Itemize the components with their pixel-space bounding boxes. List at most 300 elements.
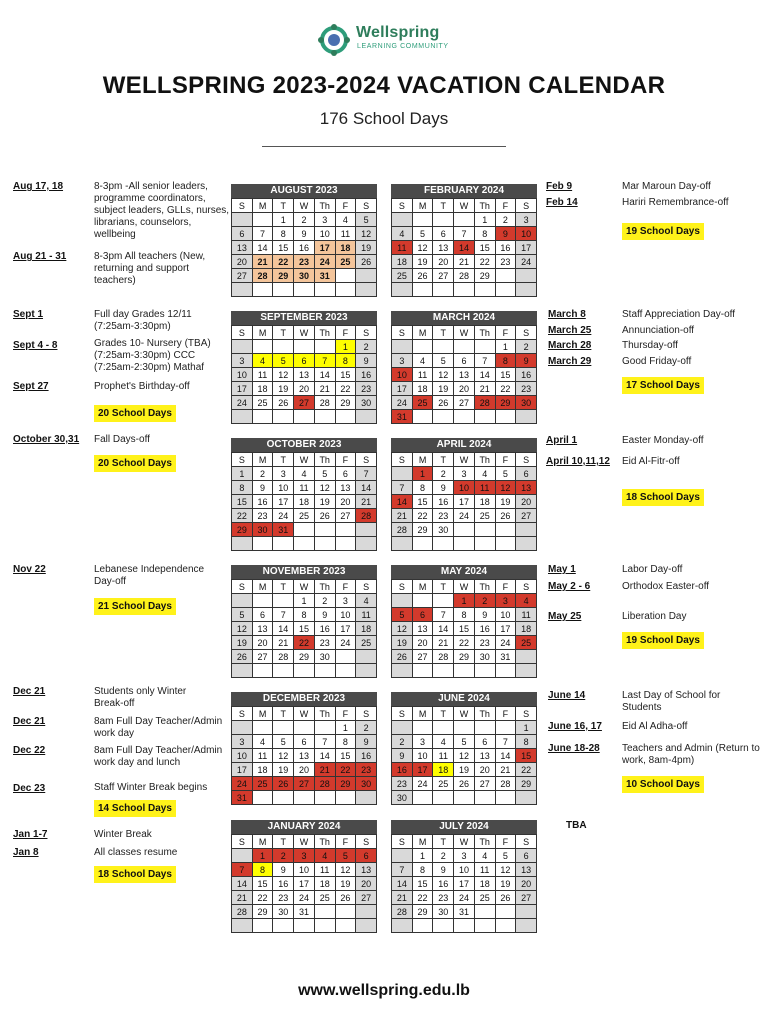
event-date: March 8 <box>548 309 586 320</box>
day-cell: 24 <box>413 777 434 791</box>
weekday-header: Th <box>475 199 496 213</box>
day-cell: 13 <box>232 241 253 255</box>
weekday-header: W <box>454 453 475 467</box>
weekday-header: W <box>294 707 315 721</box>
empty-day-cell <box>253 594 274 608</box>
day-cell: 26 <box>315 509 336 523</box>
day-cell: 1 <box>516 721 537 735</box>
day-cell: 9 <box>392 749 413 763</box>
month-title: MAY 2024 <box>391 565 537 579</box>
empty-day-cell <box>475 283 496 297</box>
day-cell: 18 <box>475 495 496 509</box>
empty-day-cell <box>336 283 357 297</box>
day-cell: 31 <box>315 269 336 283</box>
day-cell: 8 <box>413 863 434 877</box>
weekday-header: S <box>356 326 377 340</box>
day-cell: 11 <box>253 368 274 382</box>
empty-day-cell <box>232 919 253 933</box>
weekday-header: M <box>253 707 274 721</box>
event-description: 8-3pm -All senior leaders, programme coordinators, subject leaders, GLLs, nurses, librarians, counselors, wellbeing <box>94 181 230 240</box>
day-cell: 14 <box>392 877 413 891</box>
empty-day-cell <box>475 664 496 678</box>
month-title: AUGUST 2023 <box>231 184 377 198</box>
day-cell: 25 <box>253 396 274 410</box>
day-cell: 14 <box>454 241 475 255</box>
day-cell: 20 <box>294 763 315 777</box>
empty-day-cell <box>433 283 454 297</box>
day-cell: 6 <box>356 849 377 863</box>
day-cell: 24 <box>454 891 475 905</box>
day-cell: 31 <box>454 905 475 919</box>
empty-day-cell <box>315 340 336 354</box>
weekday-header: T <box>433 199 454 213</box>
day-cell: 30 <box>273 905 294 919</box>
day-cell: 6 <box>475 735 496 749</box>
weekday-header: Th <box>475 453 496 467</box>
day-cell: 3 <box>454 849 475 863</box>
event-date: Aug 21 - 31 <box>13 251 67 262</box>
day-cell: 23 <box>294 255 315 269</box>
day-cell: 5 <box>433 354 454 368</box>
empty-day-cell <box>356 537 377 551</box>
day-cell: 2 <box>253 467 274 481</box>
day-cell: 15 <box>475 241 496 255</box>
weekday-header: W <box>294 199 315 213</box>
day-cell: 10 <box>232 368 253 382</box>
day-cell: 30 <box>356 777 377 791</box>
month-title: MARCH 2024 <box>391 311 537 325</box>
day-cell: 1 <box>232 467 253 481</box>
day-cell: 1 <box>336 340 357 354</box>
empty-day-cell <box>516 664 537 678</box>
day-cell: 21 <box>273 636 294 650</box>
event-description: Liberation Day <box>622 611 687 622</box>
day-cell: 10 <box>273 481 294 495</box>
day-cell: 31 <box>232 791 253 805</box>
day-cell: 12 <box>273 749 294 763</box>
weekday-header: Th <box>315 453 336 467</box>
day-cell: 15 <box>294 622 315 636</box>
day-cell: 15 <box>496 368 517 382</box>
empty-day-cell <box>516 410 537 424</box>
day-cell: 8 <box>294 608 315 622</box>
day-cell: 20 <box>454 382 475 396</box>
empty-day-cell <box>433 721 454 735</box>
day-cell: 1 <box>496 340 517 354</box>
school-days-badge: 19 School Days <box>622 223 704 240</box>
day-cell: 5 <box>496 849 517 863</box>
day-cell: 5 <box>232 608 253 622</box>
day-cell: 3 <box>516 213 537 227</box>
event-date: March 28 <box>548 340 592 351</box>
day-cell: 9 <box>475 608 496 622</box>
empty-day-cell <box>315 721 336 735</box>
empty-day-cell <box>273 721 294 735</box>
empty-day-cell <box>433 213 454 227</box>
day-cell: 21 <box>253 255 274 269</box>
empty-day-cell <box>294 919 315 933</box>
empty-day-cell <box>454 721 475 735</box>
event-description: Winter Break <box>94 829 152 840</box>
empty-day-cell <box>496 523 517 537</box>
event-date: May 2 - 6 <box>548 581 591 592</box>
day-cell: 30 <box>516 396 537 410</box>
month-calendar <box>231 184 377 297</box>
empty-day-cell <box>356 791 377 805</box>
day-cell: 5 <box>392 608 413 622</box>
weekday-header: W <box>294 453 315 467</box>
school-days-badge: 21 School Days <box>94 598 176 615</box>
empty-day-cell <box>496 664 517 678</box>
empty-day-cell <box>475 721 496 735</box>
day-cell: 12 <box>496 481 517 495</box>
day-cell: 31 <box>392 410 413 424</box>
weekday-header: F <box>496 835 517 849</box>
weekday-header: M <box>253 453 274 467</box>
day-cell: 22 <box>413 509 434 523</box>
day-cell: 16 <box>496 241 517 255</box>
day-cell: 7 <box>475 354 496 368</box>
weekday-header: T <box>433 707 454 721</box>
event-description: All classes resume <box>94 847 178 858</box>
empty-day-cell <box>392 919 413 933</box>
day-cell: 19 <box>232 636 253 650</box>
weekday-header: S <box>516 199 537 213</box>
july-tba-label: TBA <box>566 820 587 831</box>
day-cell: 26 <box>433 396 454 410</box>
empty-day-cell <box>392 537 413 551</box>
day-cell: 2 <box>294 213 315 227</box>
title-divider <box>262 146 506 147</box>
day-cell: 4 <box>413 354 434 368</box>
weekday-header: T <box>273 199 294 213</box>
day-cell: 30 <box>315 650 336 664</box>
weekday-header: W <box>454 580 475 594</box>
day-cell: 23 <box>356 763 377 777</box>
day-cell: 27 <box>356 891 377 905</box>
day-cell: 16 <box>356 749 377 763</box>
day-cell: 28 <box>315 777 336 791</box>
day-cell: 19 <box>496 877 517 891</box>
day-cell: 16 <box>294 241 315 255</box>
day-cell: 11 <box>336 227 357 241</box>
day-cell: 13 <box>433 241 454 255</box>
day-cell: 25 <box>356 636 377 650</box>
day-cell: 7 <box>496 735 517 749</box>
day-cell: 14 <box>496 749 517 763</box>
day-cell: 2 <box>433 849 454 863</box>
weekday-header: T <box>433 326 454 340</box>
day-cell: 15 <box>232 495 253 509</box>
weekday-header: F <box>496 199 517 213</box>
event-date: October 30,31 <box>13 434 80 445</box>
day-cell: 16 <box>433 877 454 891</box>
empty-day-cell <box>496 721 517 735</box>
month-grid <box>231 325 377 424</box>
empty-day-cell <box>356 410 377 424</box>
empty-day-cell <box>253 791 274 805</box>
day-cell: 20 <box>253 636 274 650</box>
day-cell: 21 <box>475 382 496 396</box>
day-cell: 23 <box>516 382 537 396</box>
day-cell: 4 <box>336 213 357 227</box>
empty-day-cell <box>253 919 274 933</box>
event-description: Staff Appreciation Day-off <box>622 309 736 320</box>
day-cell: 1 <box>454 594 475 608</box>
day-cell: 6 <box>516 467 537 481</box>
event-description: Grades 10- Nursery (TBA) (7:25am-3:30pm) CCC (7:25am-2:30pm) Mathaf <box>94 338 211 373</box>
empty-day-cell <box>273 283 294 297</box>
day-cell: 28 <box>392 523 413 537</box>
day-cell: 13 <box>294 368 315 382</box>
day-cell: 21 <box>392 509 413 523</box>
weekday-header: W <box>294 326 315 340</box>
day-cell: 13 <box>336 481 357 495</box>
empty-day-cell <box>232 410 253 424</box>
empty-day-cell <box>392 849 413 863</box>
day-cell: 30 <box>433 523 454 537</box>
weekday-header: Th <box>475 835 496 849</box>
day-cell: 24 <box>294 891 315 905</box>
day-cell: 29 <box>454 650 475 664</box>
empty-day-cell <box>433 537 454 551</box>
day-cell: 17 <box>516 241 537 255</box>
weekday-header: S <box>392 580 413 594</box>
day-cell: 10 <box>336 608 357 622</box>
day-cell: 18 <box>413 382 434 396</box>
event-description: Last Day of School for Students <box>622 690 721 713</box>
day-cell: 22 <box>475 255 496 269</box>
day-cell: 28 <box>356 509 377 523</box>
day-cell: 22 <box>232 509 253 523</box>
day-cell: 2 <box>356 340 377 354</box>
day-cell: 27 <box>475 777 496 791</box>
weekday-header: Th <box>475 580 496 594</box>
weekday-header: M <box>413 835 434 849</box>
day-cell: 24 <box>336 636 357 650</box>
event-date: April 1 <box>546 435 578 446</box>
weekday-header: S <box>232 707 253 721</box>
day-cell: 3 <box>336 594 357 608</box>
empty-day-cell <box>315 919 336 933</box>
day-cell: 26 <box>273 396 294 410</box>
day-cell: 28 <box>253 269 274 283</box>
day-cell: 4 <box>253 354 274 368</box>
day-cell: 26 <box>413 269 434 283</box>
day-cell: 20 <box>516 495 537 509</box>
empty-day-cell <box>315 410 336 424</box>
day-cell: 4 <box>392 227 413 241</box>
event-description: Staff Winter Break begins <box>94 782 208 793</box>
day-cell: 10 <box>232 749 253 763</box>
day-cell: 14 <box>433 622 454 636</box>
day-cell: 16 <box>475 622 496 636</box>
month-grid <box>231 579 377 678</box>
day-cell: 21 <box>433 636 454 650</box>
day-cell: 28 <box>392 905 413 919</box>
empty-day-cell <box>413 340 434 354</box>
day-cell: 24 <box>315 255 336 269</box>
empty-day-cell <box>294 283 315 297</box>
weekday-header: S <box>392 199 413 213</box>
day-cell: 8 <box>232 481 253 495</box>
empty-day-cell <box>413 664 434 678</box>
weekday-header: F <box>336 453 357 467</box>
weekday-header: M <box>413 580 434 594</box>
day-cell: 22 <box>294 636 315 650</box>
day-cell: 9 <box>294 227 315 241</box>
page-subtitle: 176 School Days <box>319 109 449 128</box>
day-cell: 18 <box>516 622 537 636</box>
day-cell: 26 <box>454 777 475 791</box>
weekday-header: T <box>273 580 294 594</box>
empty-day-cell <box>336 537 357 551</box>
day-cell: 24 <box>232 777 253 791</box>
day-cell: 27 <box>294 396 315 410</box>
day-cell: 6 <box>294 354 315 368</box>
event-date: Dec 21 <box>13 686 46 697</box>
day-cell: 12 <box>392 622 413 636</box>
day-cell: 7 <box>315 735 336 749</box>
day-cell: 3 <box>413 735 434 749</box>
empty-day-cell <box>454 664 475 678</box>
weekday-header: W <box>454 707 475 721</box>
day-cell: 3 <box>232 354 253 368</box>
day-cell: 4 <box>475 467 496 481</box>
day-cell: 26 <box>392 650 413 664</box>
empty-day-cell <box>392 283 413 297</box>
weekday-header: T <box>273 835 294 849</box>
event-date: June 18-28 <box>548 743 600 754</box>
day-cell: 27 <box>454 396 475 410</box>
day-cell: 26 <box>336 891 357 905</box>
day-cell: 17 <box>413 763 434 777</box>
day-cell: 15 <box>413 877 434 891</box>
day-cell: 7 <box>315 354 336 368</box>
weekday-header: M <box>253 199 274 213</box>
month-title: OCTOBER 2023 <box>231 438 377 452</box>
day-cell: 27 <box>232 269 253 283</box>
weekday-header: Th <box>315 580 336 594</box>
day-cell: 2 <box>315 594 336 608</box>
day-cell: 8 <box>496 354 517 368</box>
day-cell: 23 <box>315 636 336 650</box>
day-cell: 9 <box>433 481 454 495</box>
empty-day-cell <box>413 919 434 933</box>
empty-day-cell <box>413 594 434 608</box>
day-cell: 12 <box>413 241 434 255</box>
day-cell: 13 <box>356 863 377 877</box>
day-cell: 25 <box>294 509 315 523</box>
empty-day-cell <box>336 664 357 678</box>
empty-day-cell <box>273 537 294 551</box>
empty-day-cell <box>232 721 253 735</box>
event-description: Annunciation-off <box>622 325 695 336</box>
day-cell: 5 <box>273 735 294 749</box>
empty-day-cell <box>454 283 475 297</box>
day-cell: 9 <box>356 735 377 749</box>
day-cell: 27 <box>336 509 357 523</box>
event-description: Hariri Remembrance-off <box>622 197 729 208</box>
day-cell: 18 <box>253 763 274 777</box>
school-days-badge: 18 School Days <box>94 866 176 883</box>
event-date: April 10,11,12 <box>546 456 610 467</box>
day-cell: 15 <box>454 622 475 636</box>
weekday-header: S <box>232 199 253 213</box>
empty-day-cell <box>496 791 517 805</box>
day-cell: 9 <box>433 863 454 877</box>
day-cell: 12 <box>232 622 253 636</box>
day-cell: 11 <box>475 481 496 495</box>
empty-day-cell <box>454 213 475 227</box>
empty-day-cell <box>433 919 454 933</box>
empty-day-cell <box>413 213 434 227</box>
day-cell: 5 <box>356 213 377 227</box>
day-cell: 12 <box>273 368 294 382</box>
empty-day-cell <box>294 664 315 678</box>
weekday-header: Th <box>315 199 336 213</box>
day-cell: 30 <box>392 791 413 805</box>
day-cell: 19 <box>273 382 294 396</box>
day-cell: 25 <box>392 269 413 283</box>
day-cell: 5 <box>336 849 357 863</box>
weekday-header: T <box>433 835 454 849</box>
empty-day-cell <box>232 340 253 354</box>
day-cell: 20 <box>232 255 253 269</box>
day-cell: 28 <box>433 650 454 664</box>
day-cell: 18 <box>392 255 413 269</box>
day-cell: 22 <box>413 891 434 905</box>
day-cell: 3 <box>496 594 517 608</box>
day-cell: 14 <box>475 368 496 382</box>
day-cell: 21 <box>232 891 253 905</box>
day-cell: 12 <box>496 863 517 877</box>
month-calendar <box>391 692 537 805</box>
weekday-header: T <box>273 707 294 721</box>
event-date: Nov 22 <box>13 564 46 575</box>
day-cell: 10 <box>516 227 537 241</box>
school-days-badge: 10 School Days <box>622 776 704 793</box>
day-cell: 13 <box>454 368 475 382</box>
empty-day-cell <box>454 537 475 551</box>
month-grid <box>391 325 537 424</box>
day-cell: 7 <box>232 863 253 877</box>
empty-day-cell <box>253 213 274 227</box>
day-cell: 19 <box>454 763 475 777</box>
day-cell: 31 <box>273 523 294 537</box>
day-cell: 10 <box>413 749 434 763</box>
day-cell: 21 <box>392 891 413 905</box>
day-cell: 18 <box>356 622 377 636</box>
day-cell: 15 <box>336 368 357 382</box>
empty-day-cell <box>294 721 315 735</box>
day-cell: 19 <box>433 382 454 396</box>
day-cell: 18 <box>433 763 454 777</box>
day-cell: 30 <box>356 396 377 410</box>
day-cell: 20 <box>433 255 454 269</box>
day-cell: 1 <box>253 849 274 863</box>
page-title: WELLSPRING 2023-2024 VACATION CALENDAR <box>102 72 666 99</box>
day-cell: 2 <box>273 849 294 863</box>
day-cell: 8 <box>253 863 274 877</box>
month-title: FEBRUARY 2024 <box>391 184 537 198</box>
empty-day-cell <box>315 523 336 537</box>
day-cell: 20 <box>475 763 496 777</box>
empty-day-cell <box>356 283 377 297</box>
weekday-header: S <box>232 326 253 340</box>
month-grid <box>231 198 377 297</box>
wellspring-logo <box>316 20 456 60</box>
